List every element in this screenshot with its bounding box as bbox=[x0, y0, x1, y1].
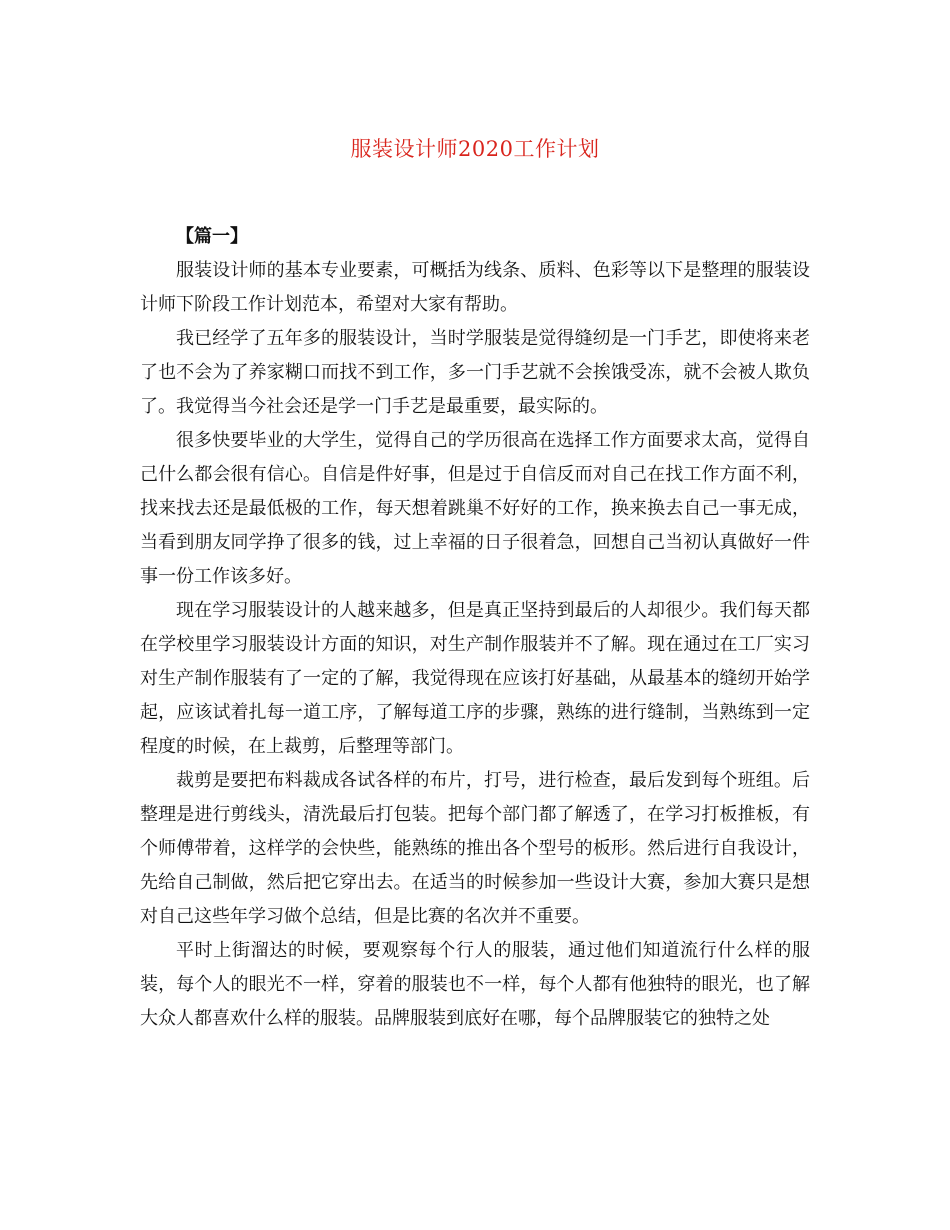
paragraph-3: 很多快要毕业的大学生，觉得自己的学历很高在选择工作方面要求太高，觉得自己什么都会很有信心。自信是件好事，但是过于自信反而对自己在找工作方面不利，找来找去还是最低极的工作，每天想着跳巢不好好的工作，换来换去自己一事无成，当看到朋友同学挣了很多的钱，过上幸福的日子很着急，回想自己当初认真做好一件事一份工作该多好。 bbox=[140, 430, 810, 587]
document-title: 服装设计师2020工作计划 bbox=[350, 137, 600, 161]
document-body bbox=[140, 220, 810, 1036]
paragraph-1: 服装设计师的基本专业要素，可概括为线条、质料、色彩等以下是整理的服装设计师下阶段工作计划范本，希望对大家有帮助。 bbox=[140, 260, 810, 315]
paragraph-5: 裁剪是要把布料裁成各试各样的布片，打号，进行检查，最后发到每个班组。后整理是进行剪线头，清洗最后打包装。把每个部门都了解透了，在学习打板推板，有个师傅带着，这样学的会快些，能熟练的推出各个型号的板形。然后进行自我设计，先给自己制做，然后把它穿出去。在适当的时候参加一些设计大赛，参加大赛只是想对自己这些年学习做个总结，但是比赛的名次并不重要。 bbox=[140, 770, 810, 927]
paragraph-6: 平时上街溜达的时候，要观察每个行人的服装，通过他们知道流行什么样的服装，每个人的眼光不一样，穿着的服装也不一样，每个人都有他独特的眼光，也了解大众人都喜欢什么样的服装。品牌服装到底好在哪，每个品牌服装它的独特之处 bbox=[140, 940, 810, 1029]
section-heading: 【篇一】 bbox=[176, 226, 248, 247]
paragraph-4: 现在学习服装设计的人越来越多，但是真正坚持到最后的人却很少。我们每天都在学校里学习服装设计方面的知识，对生产制作服装并不了解。现在通过在工厂实习对生产制作服装有了一定的了解，我觉得现在应该打好基础，从最基本的缝纫开始学起，应该试着扎每一道工序，了解每道工序的步骤，熟练的进行缝制，当熟练到一定程度的时候，在上裁剪，后整理等部门。 bbox=[140, 600, 810, 757]
paragraph-2: 我已经学了五年多的服装设计，当时学服装是觉得缝纫是一门手艺，即使将来老了也不会为了养家糊口而找不到工作，多一门手艺就不会挨饿受冻，就不会被人欺负了。我觉得当今社会还是学一门手艺是最重要，最实际的。 bbox=[140, 328, 810, 417]
